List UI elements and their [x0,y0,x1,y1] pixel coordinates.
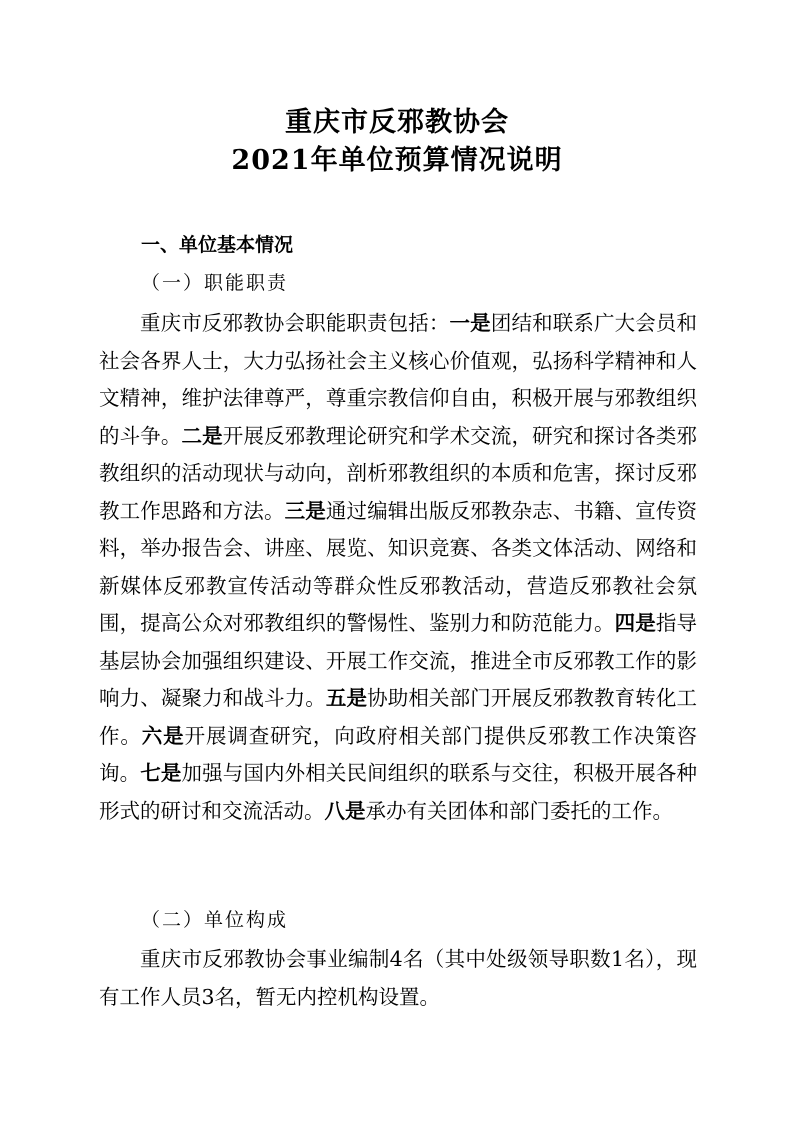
item-text-1: 团结和联系广大会员和社会各界人士，大力弘扬社会主义核心价值观，弘扬科学精神和人文精神，维护法律尊严，尊重宗教信仰自由，积极开展与邪教组织的斗争。 [99,311,698,448]
functions-paragraph [99,305,697,830]
subheading-structure: （二）单位构成 [141,909,289,931]
section-heading-basic-info: 一、单位基本情况 [141,234,294,256]
item-text-3: 通过编辑出版反邪教杂志、书籍、宣传资料，举办报告会、讲座、展览、知识竞赛、各类文体活动、网络和新媒体反邪教宣传活动等群众性反邪教活动，营造反邪教社会氛围，提高公众对邪教组织的警惕性、鉴别力和防范能力。 [99,498,697,635]
item-text-7: 加强与国内外相关民间组织的联系与交往，积极开展各种形式的研讨和交流活动。 [99,761,697,823]
item-text-5: 协助相关部门开展反邪教教育转化工作。 [99,686,697,748]
subheading-functions: （一）职能职责 [141,272,289,294]
structure-paragraph: 重庆市反邪教协会事业编制4名（其中处级领导职数1名），现有工作人员3名，暂无内控机构设置。 [99,947,697,1009]
item-marker-1: 一是 [449,311,491,335]
item-marker-6: 六是 [141,723,185,748]
item-text-4: 指导基层协会加强组织建设、开展工作交流，推进全市反邪教工作的影响力、凝聚力和战斗力。 [99,611,697,710]
document-title-line2: 2021年单位预算情况说明 [231,145,563,176]
item-text-2: 开展反邪教理论研究和学术交流，研究和探讨各类邪教组织的活动现状与动向，剖析邪教组织的本质和危害，探讨反邪教工作思路和方法。 [99,423,697,523]
item-marker-3: 三是 [284,498,326,523]
document-title-line1: 重庆市反邪教协会 [285,107,509,138]
functions-intro: 重庆市反邪教协会职能职责包括： [140,311,450,335]
item-marker-5: 五是 [325,686,368,710]
item-marker-8: 八是 [324,798,366,823]
item-text-6: 开展调查研究，向政府相关部门提供反邪教工作决策咨询。 [99,723,698,785]
item-marker-4: 四是 [614,611,656,635]
item-marker-2: 二是 [181,423,223,448]
item-marker-7: 七是 [140,761,182,785]
item-text-8: 承办有关团体和部门委托的工作。 [365,798,673,823]
